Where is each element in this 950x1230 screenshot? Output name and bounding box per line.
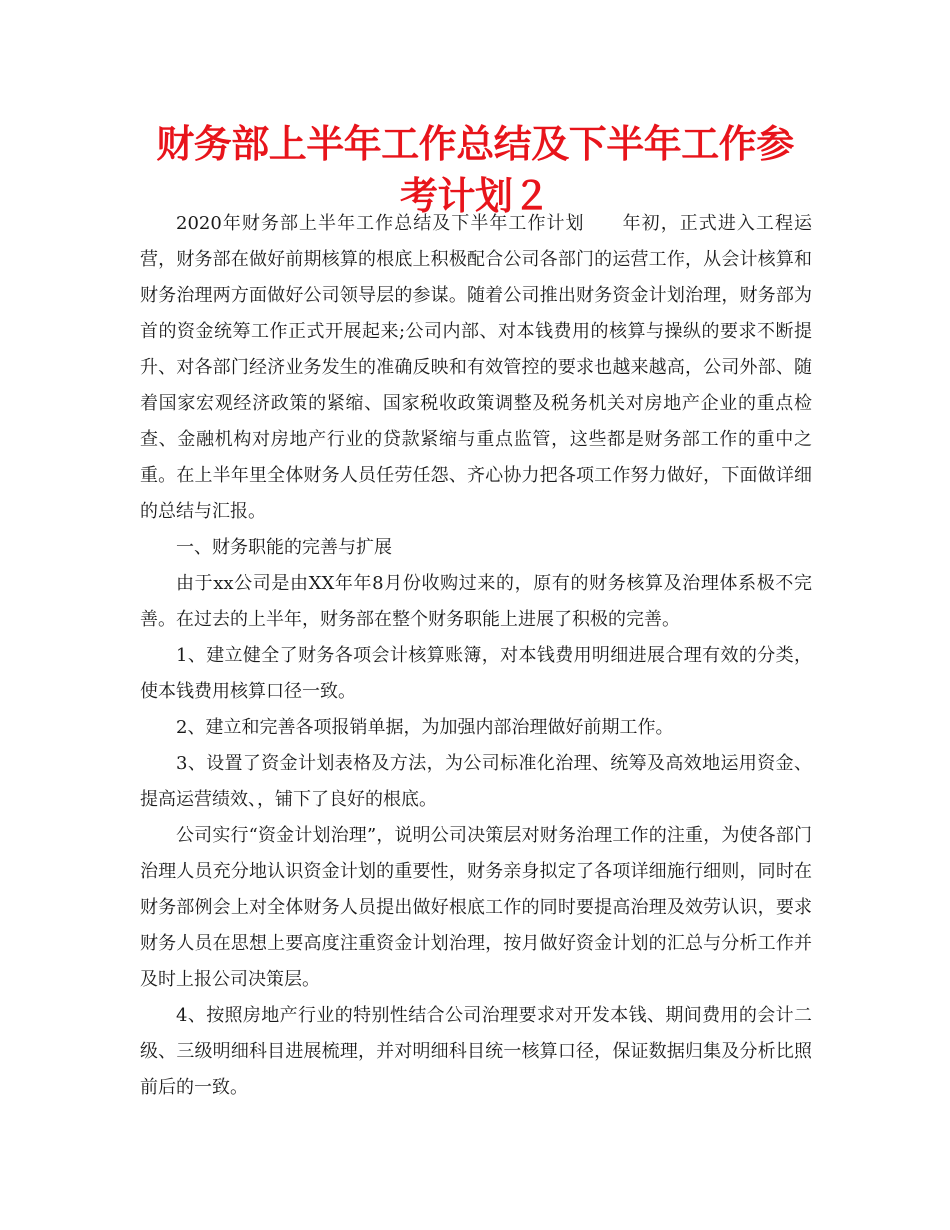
document-title: 财务部上半年工作总结及下半年工作参考计划２ — [156, 122, 794, 218]
list-item: 1、建立健全了财务各项会计核算账簿，对本钱费用明细进展合理有效的分类，使本钱费用核算口径一致。 — [140, 645, 812, 702]
paragraph: 公司实行“资金计划治理”，说明公司决策层对财务治理工作的注重，为使各部门治理人员充分地认识资金计划的重要性，财务亲身拟定了各项详细施行细则，同时在财务部例会上对全体财务人员提出做好根底工作的同时要提高治理及效劳认识，要求财务人员在思想上要高度注重资金计划治理，按月做好资金计划的汇总与分析工作并及时上报公司决策层。 — [140, 825, 812, 990]
paragraph: 由于xx公司是由XX年年8月份收购过来的，原有的财务核算及治理体系极不完善。在过去的上半年，财务部在整个财务职能上进展了积极的完善。 — [140, 573, 812, 630]
document-body — [140, 206, 812, 1106]
section-heading: 一、财务职能的完善与扩展 — [176, 537, 392, 558]
list-item: 2、建立和完善各项报销单据，为加强内部治理做好前期工作。 — [176, 717, 674, 738]
paragraph-intro: 2020年财务部上半年工作总结及下半年工作计划 年初，正式进入工程运营，财务部在做好前期核算的根底上积极配合公司各部门的运营工作，从会计核算和财务治理两方面做好公司领导层的参谋。随着公司推出财务资金计划治理，财务部为首的资金统筹工作正式开展起来;公司内部、对本钱费用的核算与操纵的要求不断提升、对各部门经济业务发生的准确反映和有效管控的要求也越来越高，公司外部、随着国家宏观经济政策的紧缩、国家税收政策调整及税务机关对房地产企业的重点检查、金融机构对房地产行业的贷款紧缩与重点监管，这些都是财务部工作的重中之重。在上半年里全体财务人员任劳任怨、齐心协力把各项工作努力做好，下面做详细的总结与汇报。 — [140, 213, 812, 522]
list-item: 4、按照房地产行业的特别性结合公司治理要求对开发本钱、期间费用的会计二级、三级明细科目进展梳理，并对明细科目统一核算口径，保证数据归集及分析比照前后的一致。 — [140, 1005, 812, 1098]
list-item: 3、设置了资金计划表格及方法，为公司标准化治理、统筹及高效地运用资金、提高运营绩效、，铺下了良好的根底。 — [140, 753, 812, 810]
